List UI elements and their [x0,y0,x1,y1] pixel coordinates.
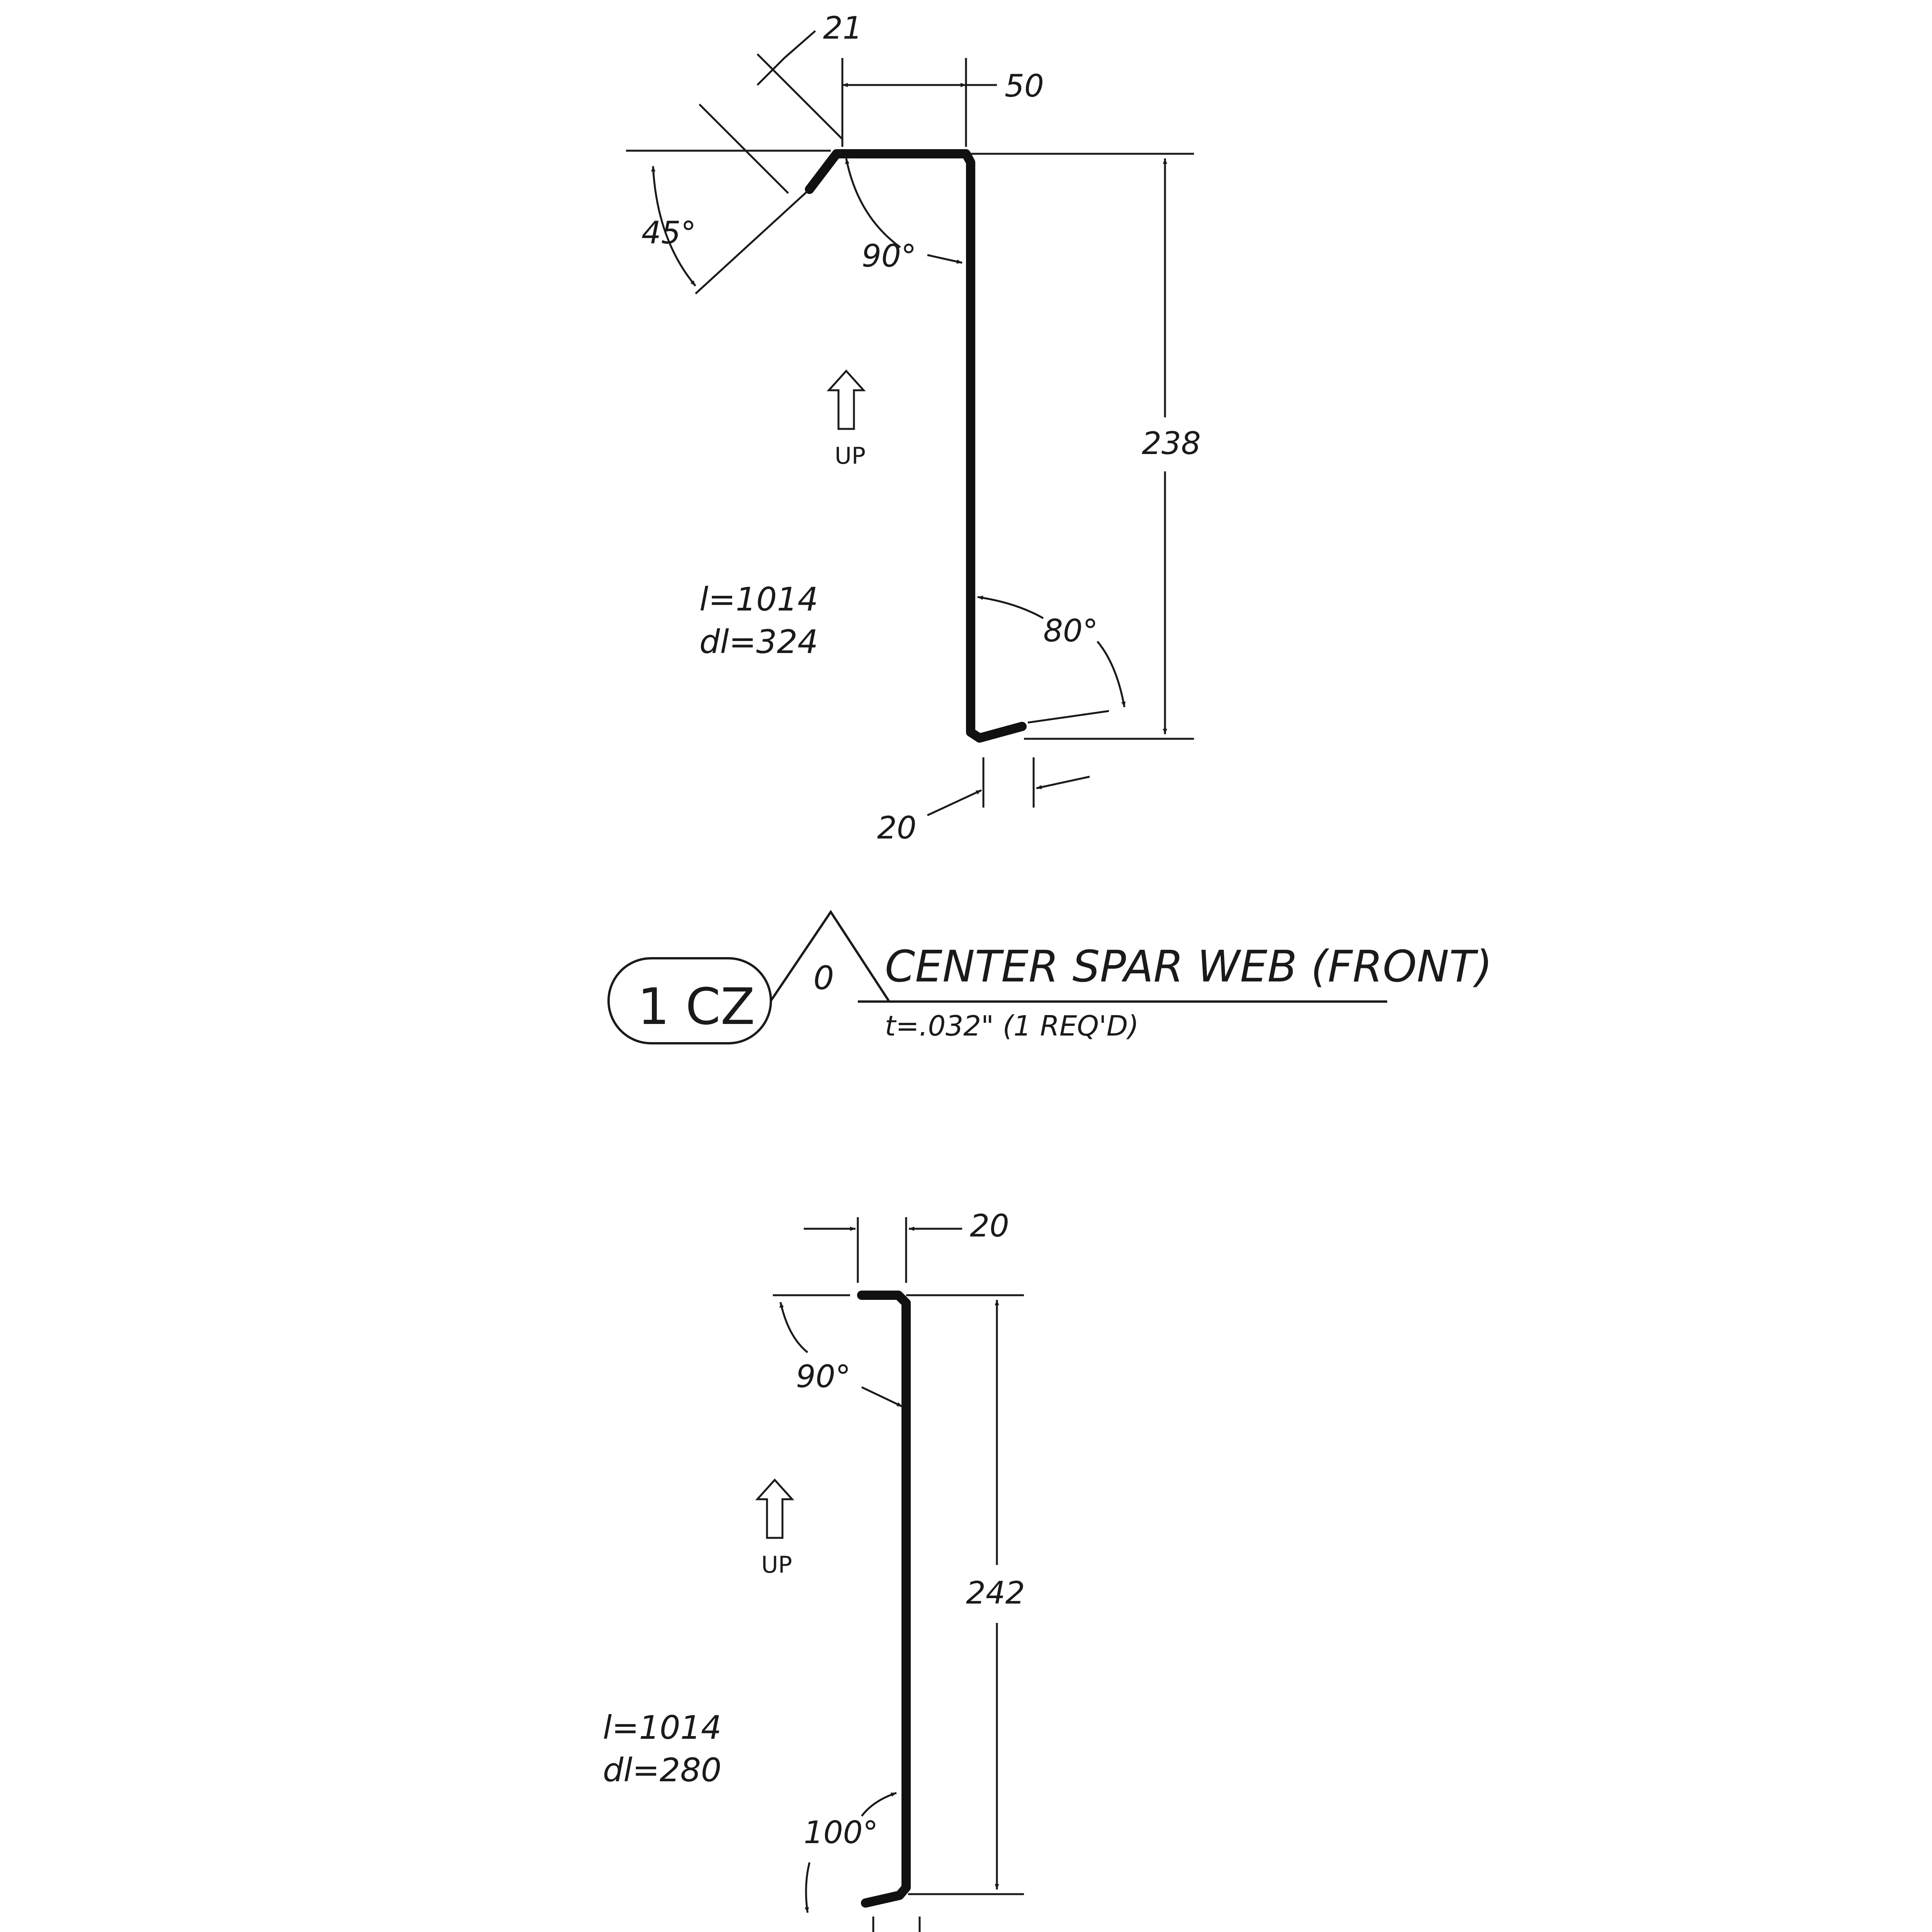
part2-angle100-label: 100° [804,1815,878,1850]
part1-dim21-ext1 [757,54,842,139]
part2-angle90-label: 90° [796,1359,851,1395]
part1-drawing [626,10,1201,846]
part1-angle90-arrow [927,255,962,263]
part1-dim50-label: 50 [1005,68,1044,104]
part2-profile [862,1295,906,1903]
part2-angle100-arc2 [806,1862,810,1913]
part2-up-arrow-icon [757,1480,792,1538]
part2-angle100-arc1 [862,1793,896,1816]
part1-dim21-ext2 [699,104,788,193]
part1-dim20-arrow2 [1036,777,1090,788]
part1-callout-label: 1 CZ [638,977,755,1036]
part1-angle45-label: 45° [641,215,696,251]
part1-spec: t=.032" (1 REQ'D) [885,1010,1139,1042]
part2-angle90-arrow [862,1387,902,1406]
part1-angle90-label: 90° [862,238,917,274]
part1-dim21-leader [784,31,815,58]
part1-title: CENTER SPAR WEB (FRONT) [885,942,1493,992]
part2-up-label: UP [761,1551,793,1578]
part1-dim21-label: 21 [823,10,862,46]
part1-dl-value: dl=324 [699,623,818,661]
part1-angle90-arc [846,158,900,247]
part1-dim21-line [757,58,784,85]
part2-dim242-label: 242 [966,1575,1025,1611]
part2-l-value: l=1014 [603,1709,722,1747]
part1-dim20-arrow1 [927,790,981,815]
part1-angle80-ext [1028,711,1109,723]
part1-up-arrow-icon [829,371,864,429]
part1-angle80-arc2 [1097,641,1124,707]
part2-drawing [603,1208,1025,1932]
part1-dim20-label: 20 [877,810,917,846]
part1-l-value: l=1014 [699,580,818,618]
part2-dim20top-label: 20 [970,1208,1009,1244]
part2-angle90-arc [781,1302,808,1352]
part1-angle45-ext [696,189,810,294]
part1-angle80-label: 80° [1043,613,1098,649]
part1-up-label: UP [835,442,866,469]
part1-angle80-arc1 [978,597,1043,618]
part1-callout [609,912,1492,1043]
part2-dl-value: dl=280 [603,1751,722,1789]
part1-rev-marker: 0 [813,959,834,997]
part1-dim238-label: 238 [1142,425,1201,461]
